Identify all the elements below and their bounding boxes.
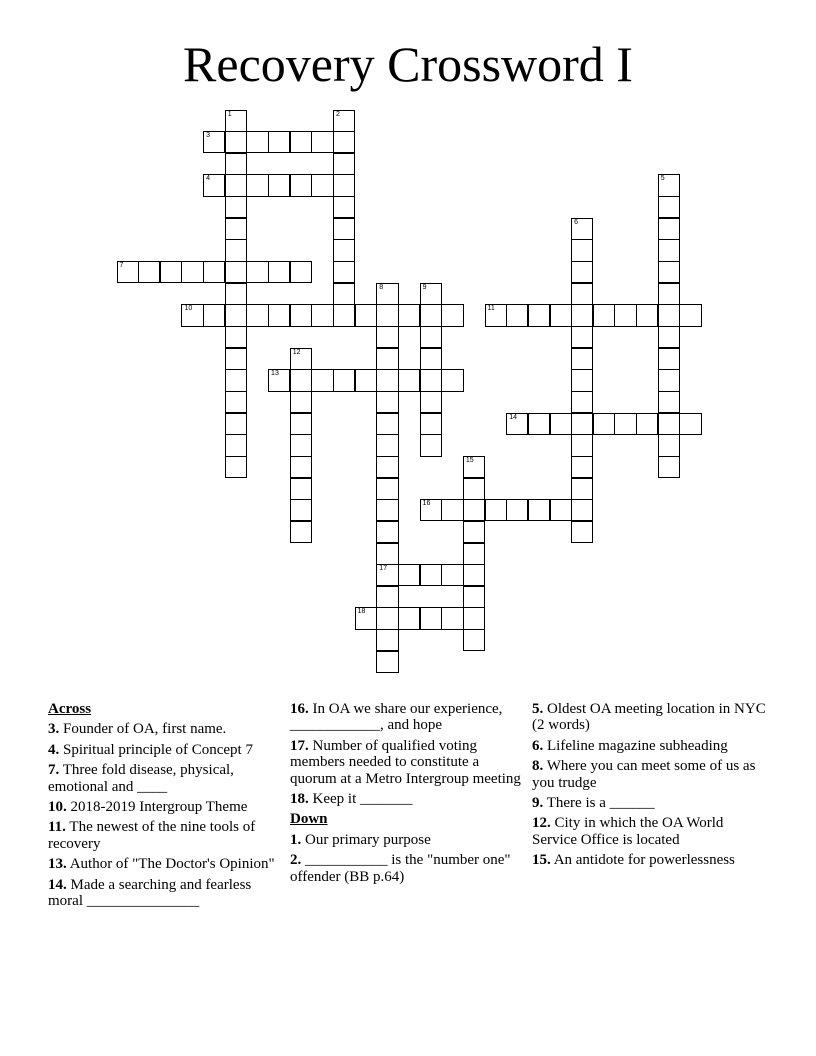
crossword-cell[interactable] xyxy=(225,348,247,370)
clue-across-11: 11. The newest of the nine tools of recovery xyxy=(48,819,256,852)
crossword-cell[interactable] xyxy=(376,564,398,586)
crossword-cell[interactable] xyxy=(398,369,420,391)
crossword-cell[interactable] xyxy=(571,391,593,413)
crossword-cell[interactable] xyxy=(571,218,593,240)
clue-across-10: 10. 2018-2019 Intergroup Theme xyxy=(48,799,248,816)
page-title: Recovery Crossword I xyxy=(183,36,633,92)
clue-number: 8 xyxy=(379,283,384,291)
crossword-cell[interactable] xyxy=(290,521,312,543)
clue-number: 6 xyxy=(574,218,579,226)
clue-column-2 xyxy=(290,701,526,889)
crossword-cell[interactable] xyxy=(246,174,268,196)
crossword-cell[interactable] xyxy=(225,326,247,348)
crossword-cell[interactable] xyxy=(441,607,463,629)
crossword-cell[interactable] xyxy=(398,304,420,326)
crossword-cell[interactable] xyxy=(246,131,268,153)
crossword-cell[interactable] xyxy=(571,239,593,261)
down-heading: Down xyxy=(290,811,328,828)
crossword-cell[interactable] xyxy=(614,304,636,326)
across-heading: Across xyxy=(48,701,92,717)
crossword-cell[interactable] xyxy=(333,369,355,391)
crossword-cell[interactable] xyxy=(614,413,636,435)
crossword-cell[interactable] xyxy=(463,629,485,651)
clue-number: 10 xyxy=(184,305,193,313)
crossword-cell[interactable] xyxy=(376,499,398,521)
crossword-cell[interactable] xyxy=(225,153,247,175)
crossword-cell[interactable] xyxy=(658,326,680,348)
clue-down-8: 8. Where you can meet some of us as you trudge xyxy=(532,758,756,791)
clue-number: 17 xyxy=(379,565,388,573)
crossword-cell[interactable] xyxy=(571,283,593,305)
crossword-cell[interactable] xyxy=(528,304,550,326)
clue-column-1 xyxy=(48,701,284,913)
crossword-cell[interactable] xyxy=(658,239,680,261)
crossword-cell[interactable] xyxy=(571,478,593,500)
crossword-cell[interactable] xyxy=(355,369,377,391)
crossword-cell[interactable] xyxy=(290,499,312,521)
crossword-cell[interactable] xyxy=(246,261,268,283)
clue-down-2: 2. ___________ is the "number one" offender (BB p.64) xyxy=(290,852,511,885)
crossword-cell[interactable] xyxy=(225,413,247,435)
crossword-cell[interactable] xyxy=(268,261,290,283)
crossword-cell[interactable] xyxy=(420,348,442,370)
crossword-cell[interactable] xyxy=(571,369,593,391)
crossword-cell[interactable] xyxy=(225,434,247,456)
crossword-cell[interactable] xyxy=(463,521,485,543)
crossword-cell[interactable] xyxy=(290,413,312,435)
crossword-cell[interactable] xyxy=(550,413,572,435)
crossword-cell[interactable] xyxy=(528,499,550,521)
crossword-cell[interactable] xyxy=(420,283,442,305)
crossword-cell[interactable] xyxy=(225,391,247,413)
crossword-cell[interactable] xyxy=(311,304,333,326)
crossword-cell[interactable] xyxy=(441,564,463,586)
crossword-cell[interactable] xyxy=(571,261,593,283)
clue-across-7: 7. Three fold disease, physical, emotional and ____ xyxy=(48,762,234,795)
crossword-cell[interactable] xyxy=(636,304,658,326)
crossword-cell[interactable] xyxy=(571,304,593,326)
clue-number: 18 xyxy=(357,608,366,616)
crossword-cell[interactable] xyxy=(528,413,550,435)
crossword-cell[interactable] xyxy=(225,218,247,240)
crossword-cell[interactable] xyxy=(333,261,355,283)
crossword-cell[interactable] xyxy=(290,304,312,326)
crossword-cell[interactable] xyxy=(225,239,247,261)
clue-number: 3 xyxy=(206,132,210,140)
crossword-cell[interactable] xyxy=(398,564,420,586)
crossword-cell[interactable] xyxy=(658,261,680,283)
crossword-cell[interactable] xyxy=(225,110,247,132)
crossword-cell[interactable] xyxy=(355,607,377,629)
crossword-cell[interactable] xyxy=(550,499,572,521)
crossword-cell[interactable] xyxy=(376,629,398,651)
crossword-cell[interactable] xyxy=(138,261,160,283)
crossword-cell[interactable] xyxy=(441,369,463,391)
crossword-cell[interactable] xyxy=(658,218,680,240)
crossword-cell[interactable] xyxy=(376,586,398,608)
clue-across-3: 3. Founder of OA, first name. xyxy=(48,721,227,738)
crossword-cell[interactable] xyxy=(658,174,680,196)
clue-across-13: 13. Author of "The Doctor's Opinion" xyxy=(48,856,275,873)
crossword-cell[interactable] xyxy=(420,499,442,521)
clue-number: 11 xyxy=(487,305,495,313)
crossword-cell[interactable] xyxy=(658,348,680,370)
crossword-cell[interactable] xyxy=(571,499,593,521)
crossword-cell[interactable] xyxy=(463,564,485,586)
crossword-cell[interactable] xyxy=(376,369,398,391)
clue-number: 7 xyxy=(119,262,124,270)
crossword-cell[interactable] xyxy=(290,261,312,283)
crossword-cell[interactable] xyxy=(571,521,593,543)
crossword-cell[interactable] xyxy=(679,413,701,435)
crossword-cell[interactable] xyxy=(333,174,355,196)
clue-down-1: 1. Our primary purpose xyxy=(290,831,431,848)
crossword-cell[interactable] xyxy=(290,434,312,456)
crossword-cell[interactable] xyxy=(225,131,247,153)
crossword-cell[interactable] xyxy=(658,369,680,391)
crossword-cell[interactable] xyxy=(376,478,398,500)
crossword-cell[interactable] xyxy=(225,456,247,478)
crossword-cell[interactable] xyxy=(506,499,528,521)
clue-number: 15 xyxy=(465,456,474,464)
crossword-cell[interactable] xyxy=(203,261,225,283)
clue-number: 13 xyxy=(271,370,279,378)
crossword-cell[interactable] xyxy=(311,369,333,391)
crossword-cell[interactable] xyxy=(376,304,398,326)
crossword-cell[interactable] xyxy=(485,499,507,521)
crossword-cell[interactable] xyxy=(550,304,572,326)
crossword-cell[interactable] xyxy=(160,261,182,283)
crossword-cell[interactable] xyxy=(290,456,312,478)
clue-down-6: 6. Lifeline magazine subheading xyxy=(532,737,728,754)
clue-number: 2 xyxy=(336,110,340,118)
crossword-cell[interactable] xyxy=(376,413,398,435)
crossword-cell[interactable] xyxy=(571,326,593,348)
crossword-cell[interactable] xyxy=(376,456,398,478)
crossword-cell[interactable] xyxy=(593,304,615,326)
clue-down-5: 5. Oldest OA meeting location in NYC (2 words) xyxy=(532,701,766,734)
clue-across-16: 16. In OA we share our experience, ____________, and hope xyxy=(290,701,503,734)
crossword-cell[interactable] xyxy=(268,369,290,391)
crossword-cell[interactable] xyxy=(290,348,312,370)
crossword-cell[interactable] xyxy=(485,304,507,326)
clue-number: 14 xyxy=(509,413,517,421)
crossword-cell[interactable] xyxy=(593,413,615,435)
crossword-cell[interactable] xyxy=(441,499,463,521)
crossword-cell[interactable] xyxy=(376,326,398,348)
clue-across-17: 17. Number of qualified voting members needed to constitute a quorum at a Metro Intergroup meeting xyxy=(290,737,521,787)
crossword-cell[interactable] xyxy=(225,261,247,283)
crossword-cell[interactable] xyxy=(420,369,442,391)
crossword-cell[interactable] xyxy=(420,564,442,586)
crossword-cell[interactable] xyxy=(376,434,398,456)
crossword-cell[interactable] xyxy=(658,304,680,326)
crossword-cell[interactable] xyxy=(398,607,420,629)
crossword-cell[interactable] xyxy=(203,174,225,196)
crossword-cell[interactable] xyxy=(290,174,312,196)
clue-down-15: 15. An antidote for powerlessness xyxy=(532,852,735,869)
crossword-cell[interactable] xyxy=(333,218,355,240)
crossword-cell[interactable] xyxy=(333,239,355,261)
clue-column-3 xyxy=(532,701,768,873)
crossword-cell[interactable] xyxy=(420,326,442,348)
crossword-cell[interactable] xyxy=(420,391,442,413)
crossword-cell[interactable] xyxy=(225,369,247,391)
crossword-cell[interactable] xyxy=(463,499,485,521)
crossword-cell[interactable] xyxy=(463,478,485,500)
crossword-cell[interactable] xyxy=(571,434,593,456)
crossword-cell[interactable] xyxy=(225,304,247,326)
crossword-cell[interactable] xyxy=(225,174,247,196)
crossword-cell[interactable] xyxy=(290,131,312,153)
crossword-cell[interactable] xyxy=(311,174,333,196)
clue-across-4: 4. Spiritual principle of Concept 7 xyxy=(48,741,253,758)
clue-across-14: 14. Made a searching and fearless moral _______________ xyxy=(48,876,252,910)
clue-number: 9 xyxy=(422,283,427,291)
crossword-cell[interactable] xyxy=(658,456,680,478)
crossword-cell[interactable] xyxy=(463,456,485,478)
crossword-cell[interactable] xyxy=(181,304,203,326)
clue-number: 12 xyxy=(292,348,301,356)
crossword-cell[interactable] xyxy=(333,304,355,326)
crossword-cell[interactable] xyxy=(333,196,355,218)
crossword-cell[interactable] xyxy=(463,607,485,629)
crossword-cell[interactable] xyxy=(117,261,139,283)
crossword-cell[interactable] xyxy=(290,478,312,500)
crossword-cell[interactable] xyxy=(420,304,442,326)
crossword-cell[interactable] xyxy=(506,413,528,435)
crossword-cell[interactable] xyxy=(376,651,398,673)
crossword-cell[interactable] xyxy=(463,543,485,565)
crossword-cell[interactable] xyxy=(203,304,225,326)
crossword-cell[interactable] xyxy=(376,521,398,543)
crossword-cell[interactable] xyxy=(441,304,463,326)
crossword-cell[interactable] xyxy=(658,283,680,305)
crossword-cell[interactable] xyxy=(506,304,528,326)
clue-down-12: 12. City in which the OA World Service Office is located xyxy=(532,815,724,848)
crossword-cell[interactable] xyxy=(225,283,247,305)
crossword-cell[interactable] xyxy=(203,131,225,153)
clue-number: 4 xyxy=(206,175,210,183)
crossword-cell[interactable] xyxy=(333,283,355,305)
clue-number: 1 xyxy=(227,110,232,118)
crossword-cell[interactable] xyxy=(658,391,680,413)
crossword-cell[interactable] xyxy=(420,434,442,456)
clue-number: 16 xyxy=(422,500,431,508)
crossword-cell[interactable] xyxy=(571,348,593,370)
crossword-cell[interactable] xyxy=(333,131,355,153)
crossword-cell[interactable] xyxy=(571,456,593,478)
crossword-cell[interactable] xyxy=(571,413,593,435)
crossword-cell[interactable] xyxy=(181,261,203,283)
crossword-cell[interactable] xyxy=(658,434,680,456)
crossword-cell[interactable] xyxy=(268,174,290,196)
clue-number: 5 xyxy=(660,175,665,183)
crossword-cell[interactable] xyxy=(420,413,442,435)
crossword-cell[interactable] xyxy=(658,413,680,435)
crossword-cell[interactable] xyxy=(311,131,333,153)
crossword-cell[interactable] xyxy=(290,369,312,391)
crossword-cell[interactable] xyxy=(420,607,442,629)
crossword-cell[interactable] xyxy=(290,391,312,413)
crossword-cell[interactable] xyxy=(679,304,701,326)
crossword-cell[interactable] xyxy=(376,543,398,565)
crossword-cell[interactable] xyxy=(463,586,485,608)
crossword-cell[interactable] xyxy=(333,110,355,132)
crossword-cell[interactable] xyxy=(376,283,398,305)
crossword-cell[interactable] xyxy=(333,153,355,175)
clue-down-9: 9. There is a ______ xyxy=(532,795,655,812)
crossword-cell[interactable] xyxy=(376,391,398,413)
crossword-cell[interactable] xyxy=(268,304,290,326)
crossword-cell[interactable] xyxy=(246,304,268,326)
crossword-cell[interactable] xyxy=(355,304,377,326)
crossword-cell[interactable] xyxy=(636,413,658,435)
crossword-cell[interactable] xyxy=(376,348,398,370)
crossword-cell[interactable] xyxy=(225,196,247,218)
crossword-cell[interactable] xyxy=(268,131,290,153)
crossword-cell[interactable] xyxy=(376,607,398,629)
crossword-cell[interactable] xyxy=(658,196,680,218)
clue-across-18: 18. Keep it _______ xyxy=(290,791,413,808)
